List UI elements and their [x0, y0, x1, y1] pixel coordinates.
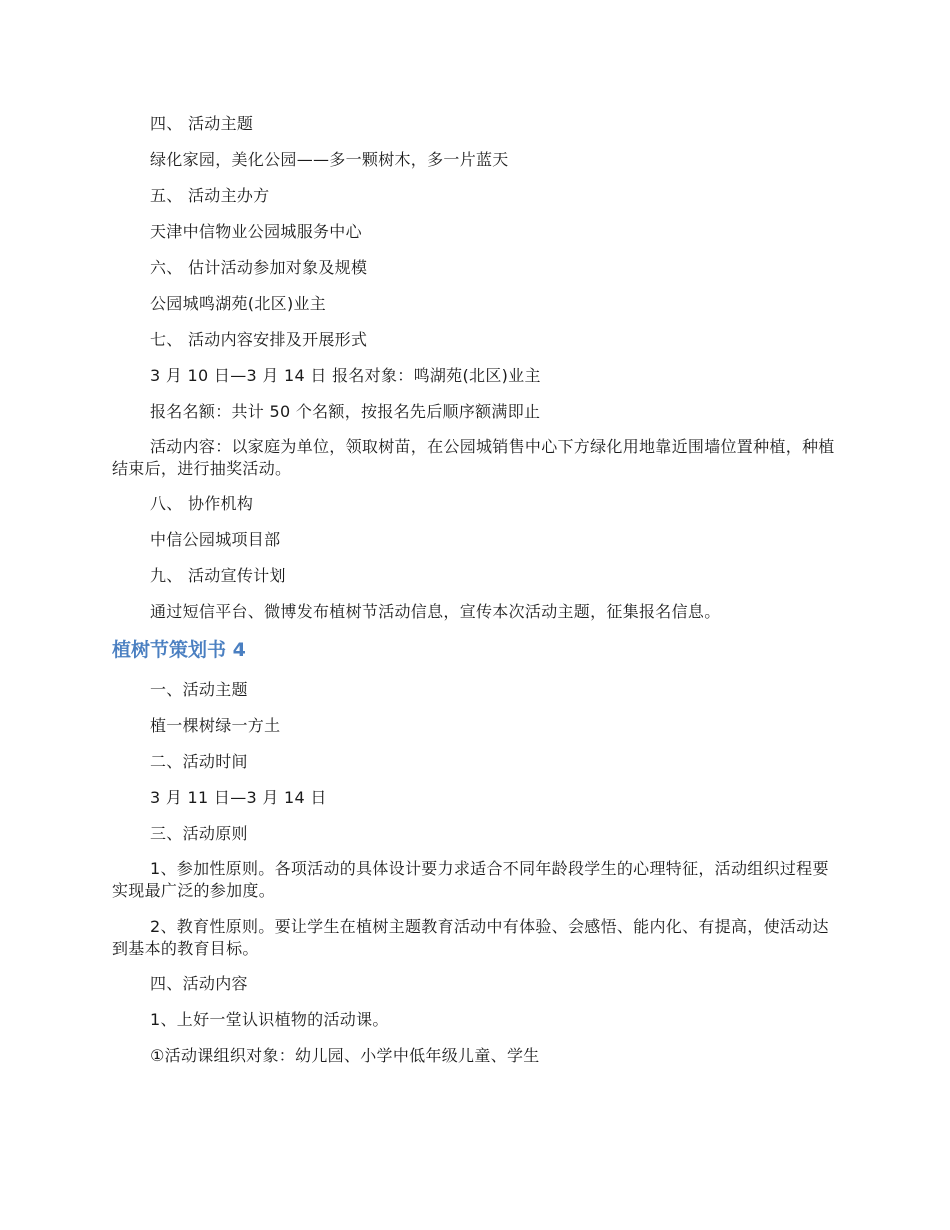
- text-theme-2: 植一棵树绿一方土: [150, 716, 281, 735]
- heading-arrangement: 七、 活动内容安排及开展形式: [150, 330, 368, 349]
- heading-publicity: 九、 活动宣传计划: [150, 566, 286, 585]
- heading-time: 二、活动时间: [150, 752, 248, 771]
- text-publicity: 通过短信平台、微博发布植树节活动信息，宣传本次活动主题，征集报名信息。: [150, 602, 721, 621]
- section-title: 植树节策划书 4: [112, 639, 246, 661]
- heading-theme-2: 一、活动主题: [150, 680, 248, 699]
- text-principle-education: 2、教育性原则。要让学生在植树主题教育活动中有体验、会感悟、能内化、有提高，使活动达到基本的教育目标。: [112, 917, 829, 958]
- heading-cooperation: 八、 协作机构: [150, 494, 254, 513]
- heading-content: 四、活动内容: [150, 974, 248, 993]
- text-cooperation: 中信公园城项目部: [150, 530, 281, 549]
- heading-participants: 六、 估计活动参加对象及规模: [150, 258, 368, 277]
- text-signup-quota: 报名名额：共计 50 个名额，按报名先后顺序额满即止: [150, 402, 541, 421]
- heading-organizer: 五、 活动主办方: [150, 186, 270, 205]
- text-content-item-1: 1、上好一堂认识植物的活动课。: [150, 1010, 389, 1029]
- heading-principles: 三、活动原则: [150, 824, 248, 843]
- text-organizer: 天津中信物业公园城服务中心: [150, 222, 362, 241]
- text-principle-participation: 1、参加性原则。各项活动的具体设计要力求适合不同年龄段学生的心理特征，活动组织过程要实现最广泛的参加度。: [112, 859, 829, 900]
- text-signup-dates: 3 月 10 日—3 月 14 日 报名对象：鸣湖苑(北区)业主: [150, 366, 541, 385]
- text-time: 3 月 11 日—3 月 14 日: [150, 788, 327, 807]
- heading-activity-theme: 四、 活动主题: [150, 114, 254, 133]
- text-activity-content: 活动内容：以家庭为单位，领取树苗，在公园城销售中心下方绿化用地靠近围墙位置种植，种植结束后，进行抽奖活动。: [112, 437, 835, 478]
- text-activity-theme: 绿化家园，美化公园——多一颗树木，多一片蓝天: [150, 150, 509, 169]
- text-content-item-1-target: ①活动课组织对象：幼儿园、小学中低年级儿童、学生: [150, 1046, 540, 1065]
- text-participants: 公园城鸣湖苑(北区)业主: [150, 294, 327, 313]
